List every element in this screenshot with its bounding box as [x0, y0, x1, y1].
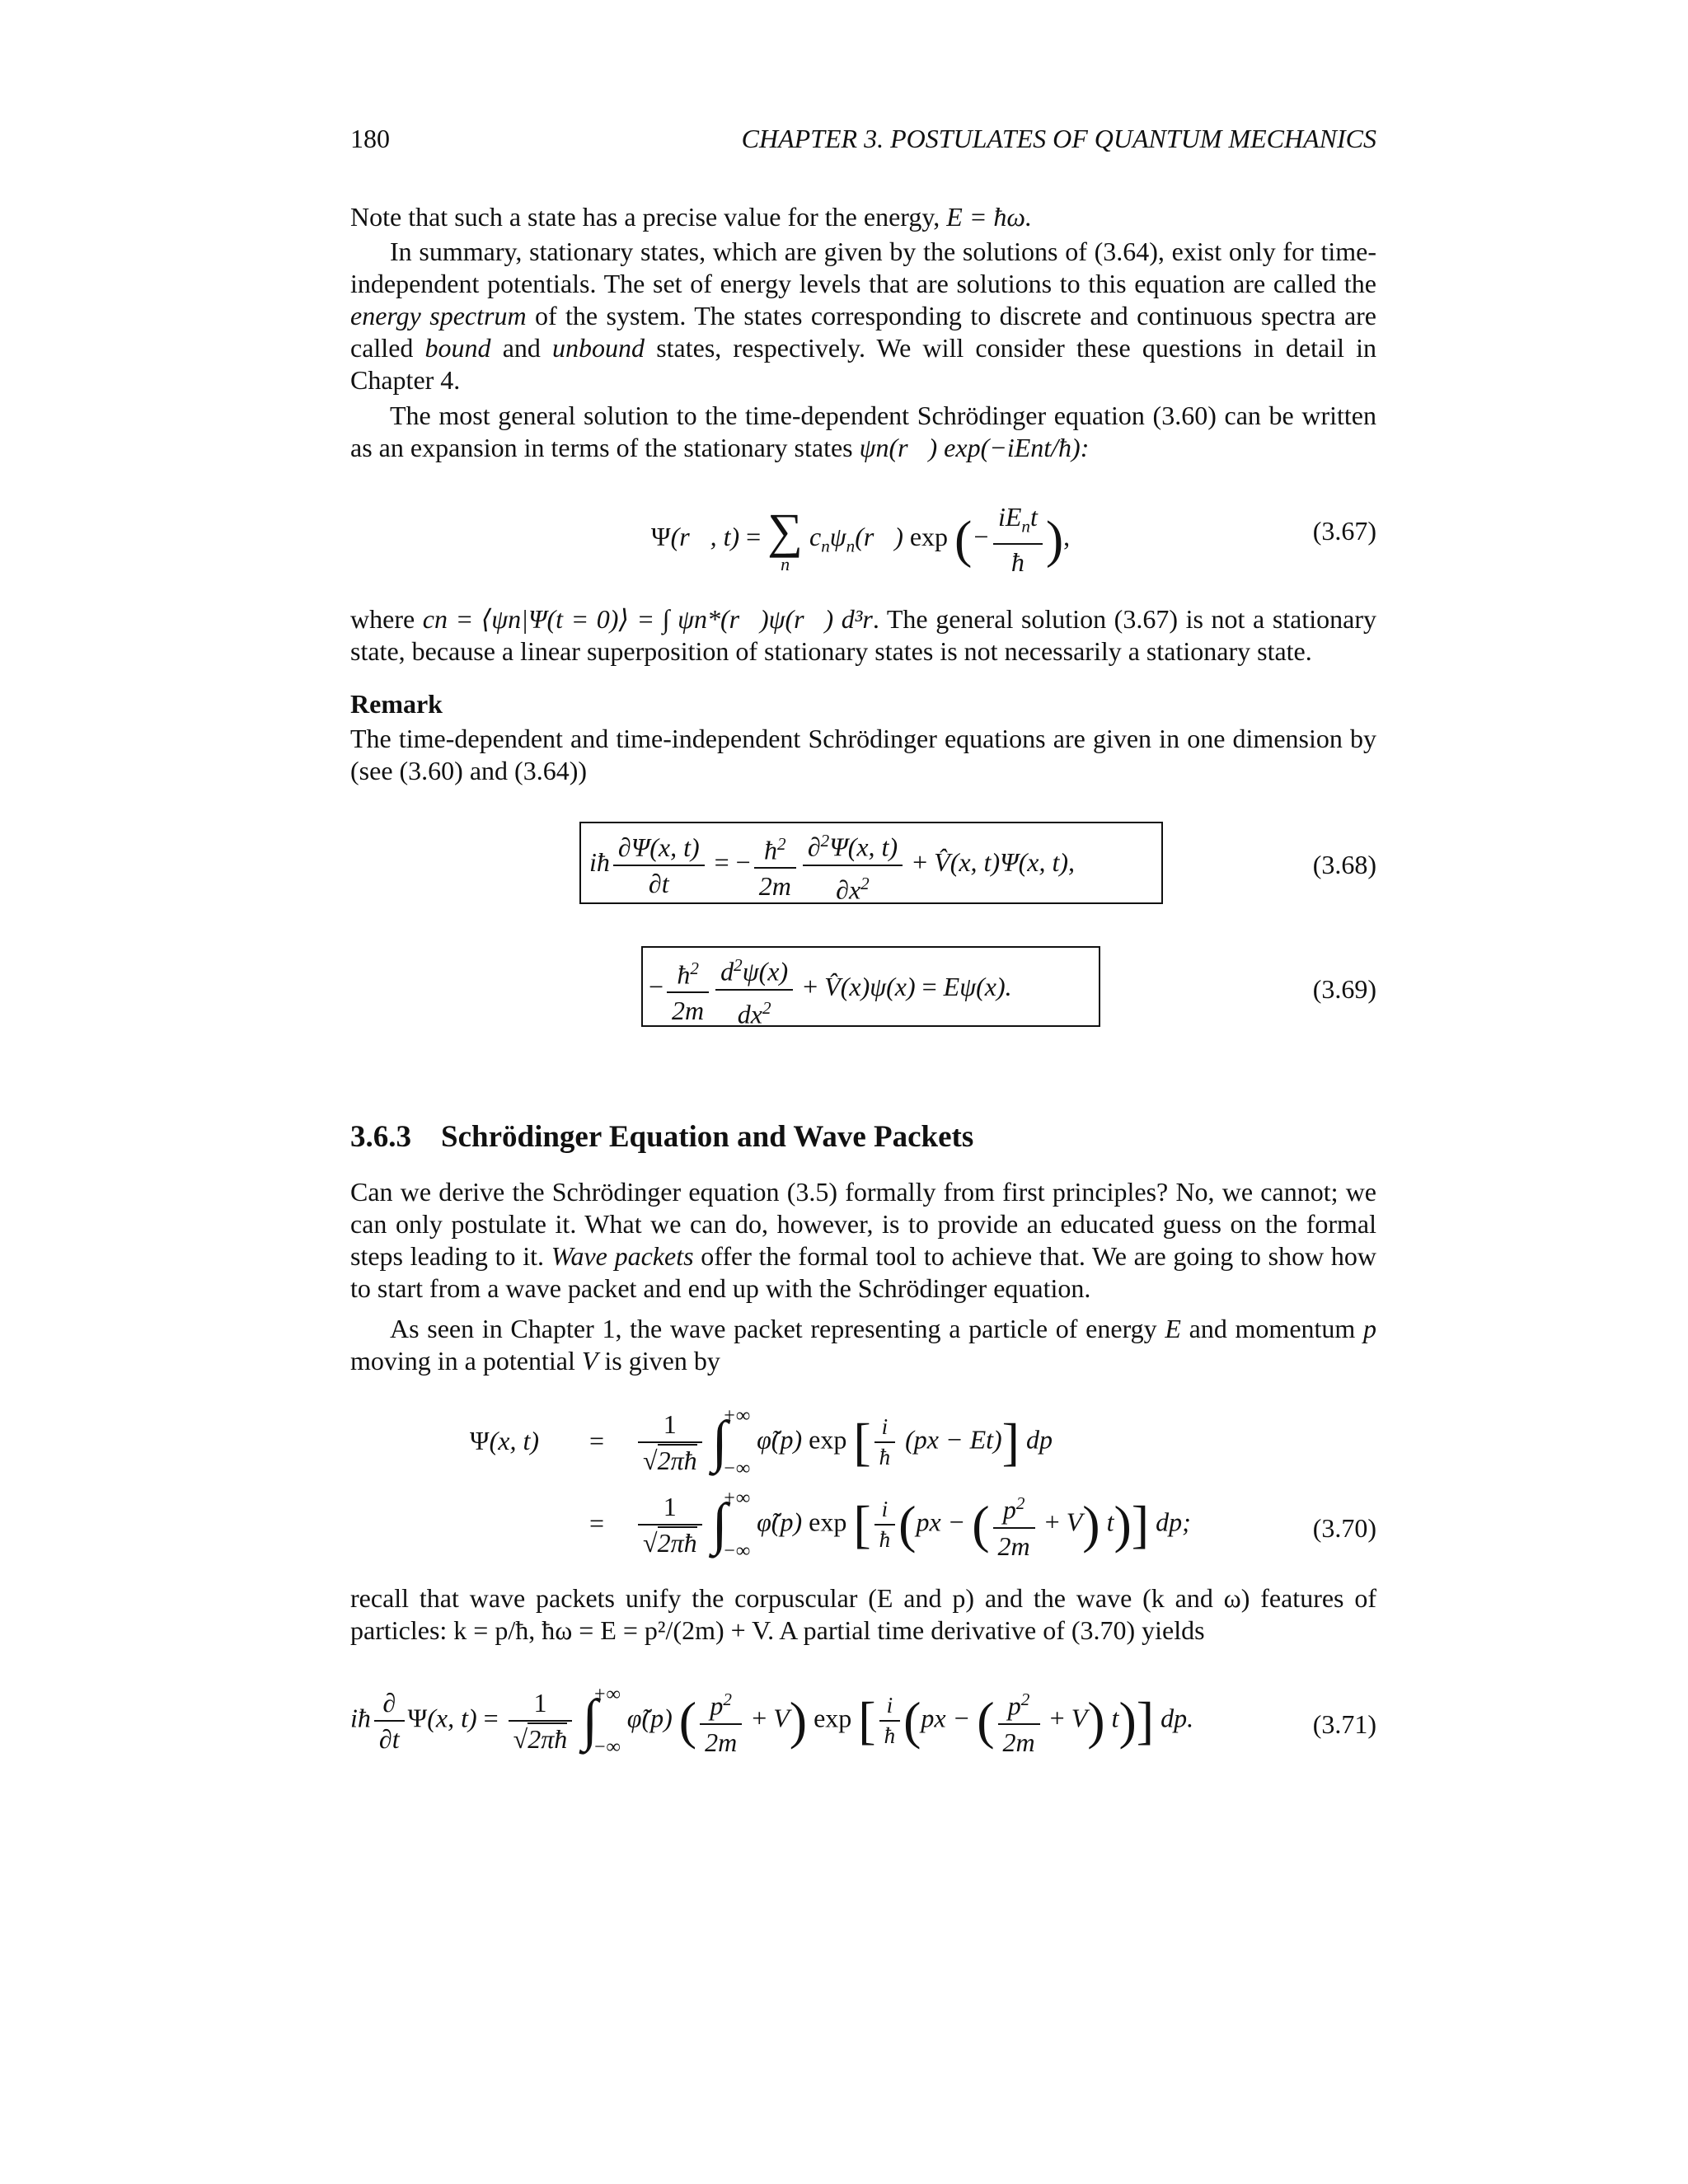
chapter-title: CHAPTER 3. POSTULATES OF QUANTUM MECHANICS: [741, 124, 1376, 153]
equation-number: (3.70): [1312, 1513, 1376, 1543]
paragraph-general-solution: The most general solution to the time-dependent Schrödinger equation (3.60) can be written as an expansion in terms of the stationary states ψn(r⃗) exp(−iEnt/ħ):: [350, 401, 1376, 462]
equation-number: (3.69): [1312, 974, 1376, 1004]
equation-3-68: iħ $\frac{\partial\Psi(x, t)}{\partial t}$ = − $\frac{ħ^2}{2m}$ $\frac{\partial^2\Psi(x, t)}{\partial x^2}$ + V̂(x, t)Ψ(x, t), (3.68): [350, 822, 1376, 904]
equation-3-69: − $\frac{ħ^2}{2m}$ $\frac{d^2\psi(x)}{dx^2}$ + V̂(x)ψ(x) = Eψ(x). (3.69): [350, 946, 1376, 1027]
equation-3-70-line-2: = $\frac{1}{√2\pi ħ}$ ∫ +∞ −∞ φ̃(p) exp [ $\frac{i}{ħ}$ (px − ( $\frac{p^2}{2m}$ + V) t)] dp; (3.70): [589, 1488, 1376, 1562]
paragraph-summary: In summary, stationary states, which are given by the solutions of (3.64), exist only for time-independent potentials. The set of energy levels that are solutions to this equation are called the energy spectrum of the system. The states corresponding to discrete and continuous spectra are called bound and unbound states, respectively. We will consider these questions in detail in Chapter 4.: [350, 237, 1377, 395]
remark-text: The time-dependent and time-independent Schrödinger equations are given in one dimension by (see (3.60) and (3.64)): [350, 724, 1376, 785]
paragraph-unify: recall that wave packets unify the corpuscular (E and p) and the wave (k and ω) features of particles: k = p/ħ, ħω = E = p²/(2m) + V. A partial time derivative of (3.70) yields: [350, 1583, 1376, 1645]
equation-3-70-line-1: Ψ(x, t) = $\frac{1}{√2\pi ħ}$ ∫ +∞ −∞ φ̃(p) exp [ $\frac{i}{ħ}$ (px − Et)] dp: [470, 1405, 1053, 1479]
remark-heading: Remark: [350, 689, 443, 719]
paragraph-derivation: Can we derive the Schrödinger equation (3.5) formally from first principles? No, we cannot; we can only postulate it. What we can do, however, is to provide an educated guess on the formal steps leading to it. Wave packets offer the formal tool to achieve that. We are going to show how to start from a wave packet and end up with the Schrödinger equation.: [350, 1177, 1376, 1303]
page-number: 180: [350, 124, 390, 153]
section-title-text: Schrödinger Equation and Wave Packets: [441, 1120, 974, 1154]
section-heading: [350, 1119, 973, 1155]
section-number: 3.6.3: [350, 1120, 411, 1154]
equation-3-67: Ψ(r⃗, t) = ∑ n $c_n\psi_n(r⃗)$ exp (− $\frac{iE_nt}{ħ}$ ), (3.67): [651, 502, 1376, 578]
equation-number: (3.71): [1312, 1709, 1376, 1739]
running-header: [350, 124, 1376, 160]
paragraph-wave-packet: As seen in Chapter 1, the wave packet representing a particle of energy E and momentum p moving in a potential V is given by: [350, 1314, 1377, 1376]
equation-number: (3.67): [1312, 516, 1376, 546]
equation-number: (3.68): [1312, 850, 1376, 879]
equation-3-71: iħ $\frac{\partial}{\partial t}$ Ψ(x, t) = $\frac{1}{√2\pi ħ}$ ∫ +∞ −∞ φ̃(p) ( $\frac{p^2}{2m}$ + V) exp [ $\frac{i}{ħ}$ (px − ( $\frac{p^2}{2m}$ + V) t)] dp. (3.71): [350, 1684, 1376, 1758]
paragraph-energy: Note that such a state has a precise value for the energy, E = ħω.: [350, 202, 1032, 232]
paragraph-coefficients: where cn = ⟨ψn|Ψ(t = 0)⟩ = ∫ ψn*(r⃗)ψ(r⃗) d³r. The general solution (3.67) is not a stationary state, because a linear superposition of stationary states is not necessarily a stationary state.: [350, 604, 1377, 666]
